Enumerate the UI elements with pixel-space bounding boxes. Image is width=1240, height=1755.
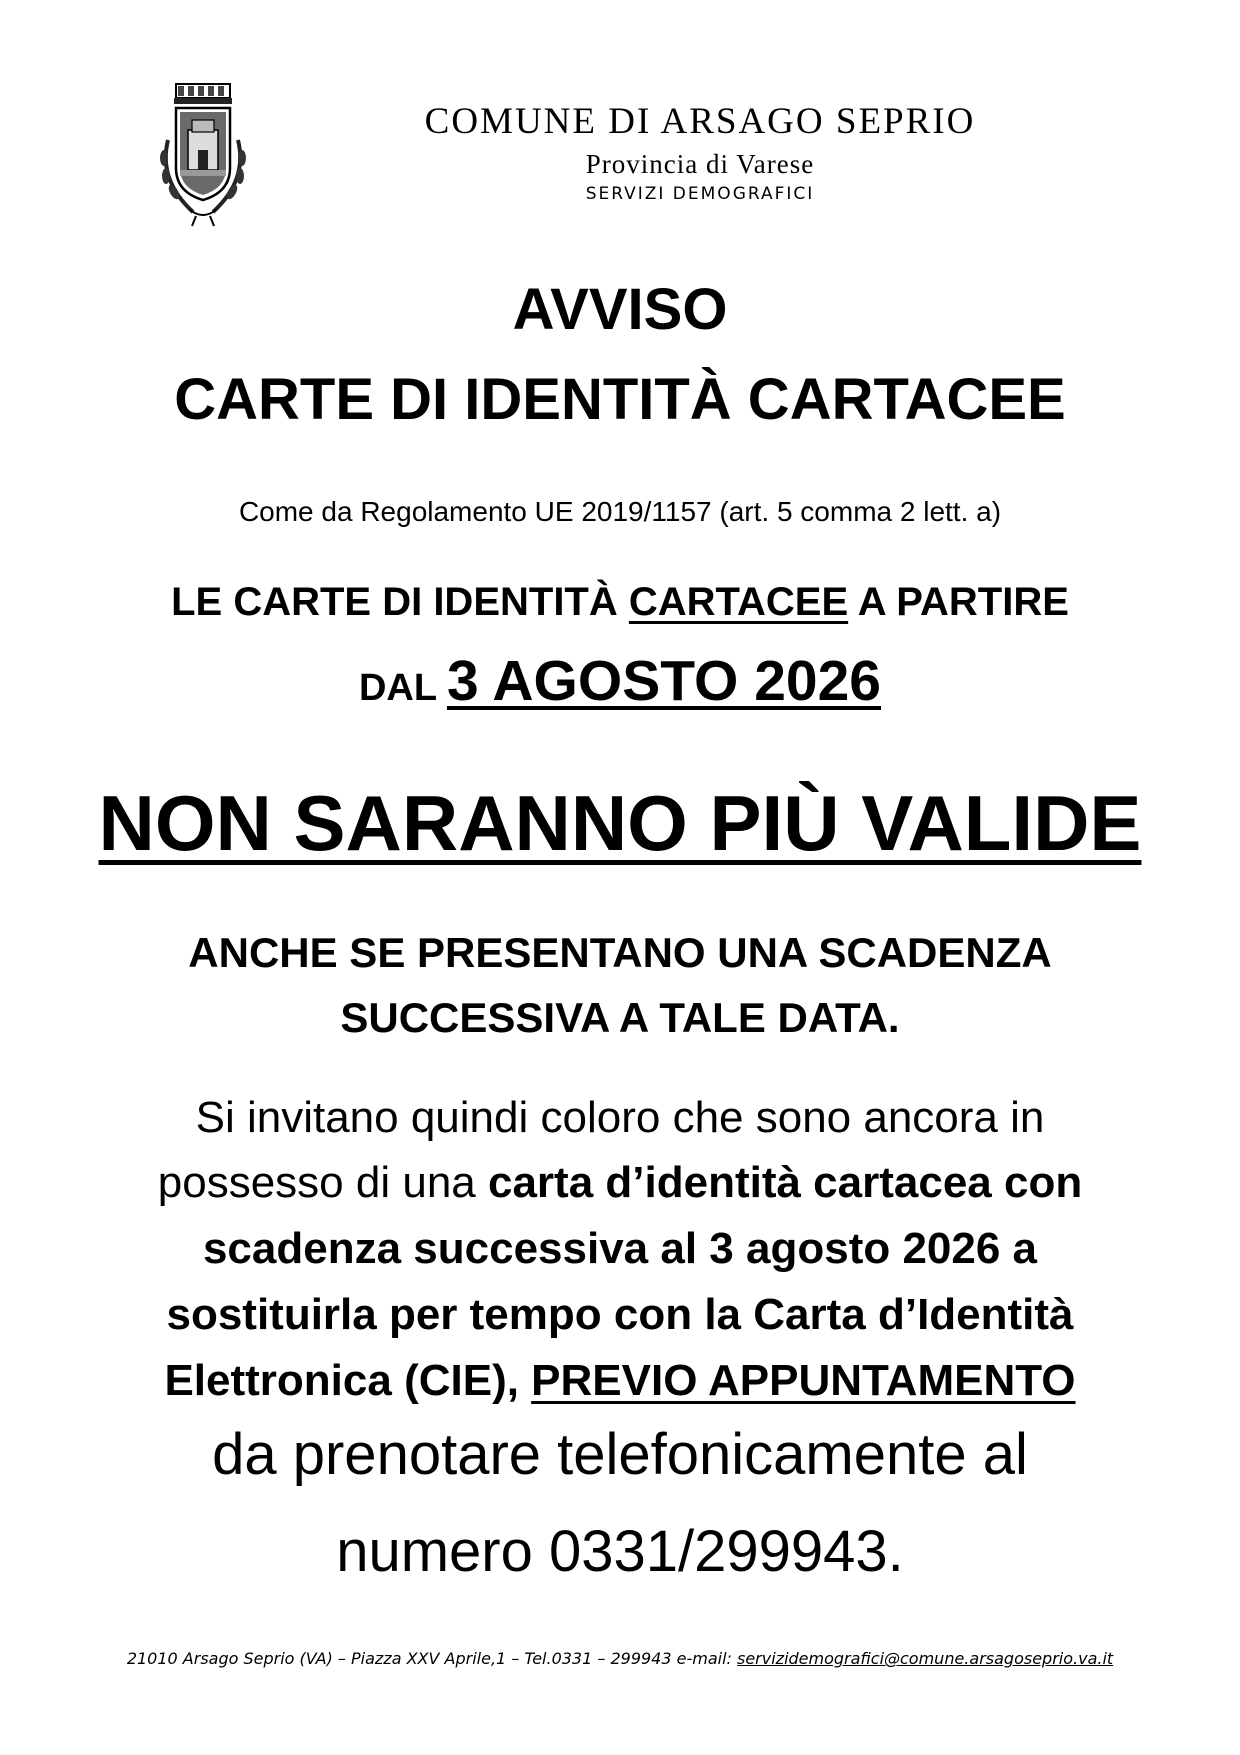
- phone-number: numero 0331/299943.: [336, 1519, 904, 1584]
- expiry-note-line-2: SUCCESSIVA A TALE DATA.: [340, 994, 900, 1041]
- expiry-note-line-1: ANCHE SE PRESENTANO UNA SCADENZA: [188, 929, 1052, 976]
- municipal-coat-of-arms-icon: [148, 80, 258, 230]
- validity-warning-text: NON SARANNO PIÙ VALIDE: [98, 779, 1142, 867]
- deadline-line: [0, 646, 1240, 731]
- body-line-5-bold: Elettronica (CIE),: [164, 1356, 532, 1405]
- notice-title: AVVISO: [512, 277, 728, 342]
- headline-suffix: A PARTIRE: [848, 580, 1069, 624]
- regulation-reference: Come da Regolamento UE 2019/1157 (art. 5 comma 2 lett. a): [238, 496, 1002, 527]
- body-line-2: [0, 1150, 1240, 1216]
- body-line-2-normal: possesso di una: [157, 1158, 488, 1207]
- body-line-2-bold: carta d’identità cartacea con: [487, 1158, 1083, 1207]
- body-line-3: scadenza successiva al 3 agosto 2026 a: [202, 1224, 1038, 1273]
- deadline-date: 3 AGOSTO 2026: [446, 649, 881, 713]
- date-prefix: DAL: [358, 667, 447, 709]
- footer-address: 21010 Arsago Seprio (VA) – Piazza XXV Aprile,1 – Tel.0331 – 299943 e-mail:: [126, 1649, 737, 1668]
- validity-warning: [0, 775, 1240, 871]
- headline-prefix: LE CARTE DI IDENTITÀ: [171, 580, 629, 624]
- letterhead: [360, 100, 1040, 206]
- office-name: SERVIZI DEMOGRAFICI: [585, 184, 815, 204]
- footer-email-link[interactable]: servizidemografici@comune.arsagoseprio.va.it: [737, 1649, 1114, 1668]
- body-line-4: sostituirla per tempo con la Carta d’Identità: [166, 1290, 1074, 1339]
- notice-subject: CARTE DI IDENTITÀ CARTACEE: [174, 367, 1066, 432]
- footer: [0, 1648, 1240, 1670]
- municipality-name: COMUNE DI ARSAGO SEPRIO: [424, 101, 976, 142]
- booking-instruction: da prenotare telefonicamente al: [212, 1422, 1028, 1487]
- body-line-5: [0, 1348, 1240, 1414]
- body-line-1: Si invitano quindi coloro che sono ancora in: [195, 1093, 1045, 1142]
- headline-line: [0, 577, 1240, 627]
- appointment-required: PREVIO APPUNTAMENTO: [531, 1356, 1076, 1405]
- headline-emphasis: CARTACEE: [628, 580, 849, 624]
- province-name: Provincia di Varese: [585, 149, 815, 179]
